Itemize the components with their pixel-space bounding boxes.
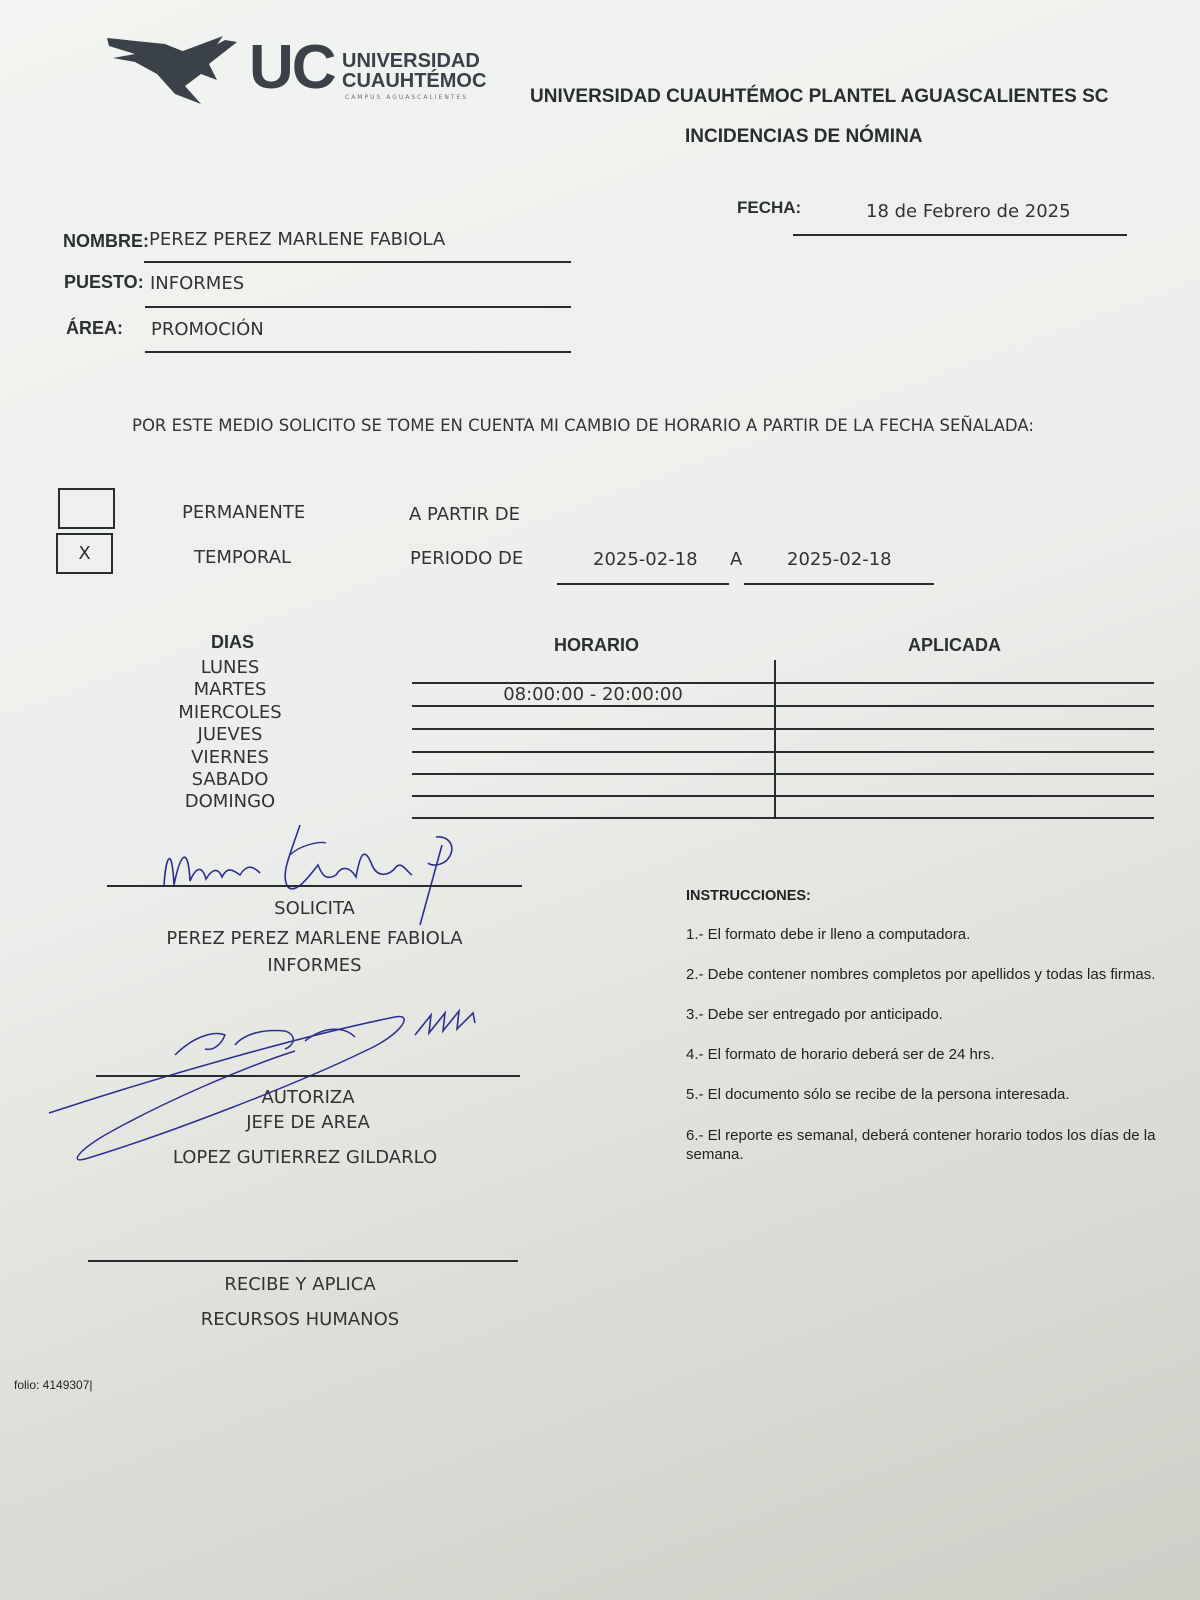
periodo-from-underline: [557, 583, 729, 585]
instruction-item: 1.- El formato debe ir lleno a computadora.: [686, 926, 971, 943]
puesto-underline: [145, 306, 571, 308]
instructions-title: INSTRUCCIONES:: [686, 888, 811, 904]
solicita-position: INFORMES: [267, 955, 362, 976]
solicita-role: SOLICITA: [274, 898, 355, 919]
autoriza-name: LOPEZ GUTIERREZ GILDARLO: [172, 1147, 438, 1168]
day-miercoles: MIERCOLES: [178, 701, 282, 723]
puesto-label: PUESTO:: [64, 272, 144, 292]
day-domingo: DOMINGO: [184, 791, 276, 813]
form-subtitle: INCIDENCIAS DE NÓMINA: [685, 126, 923, 147]
day-jueves: JUEVES: [197, 724, 263, 746]
col-aplicada: APLICADA: [908, 635, 1001, 655]
instruction-item: 3.- Debe ser entregado por anticipado.: [686, 1006, 943, 1023]
grid-rule: [412, 795, 1154, 797]
temporal-checkbox[interactable]: [56, 533, 113, 574]
eagle-logo-icon: [105, 34, 240, 106]
periodo-to-underline: [744, 583, 934, 585]
grid-rule: [412, 751, 1154, 753]
logo-line1: UNIVERSIDAD: [342, 50, 480, 72]
puesto-value: INFORMES: [150, 273, 245, 294]
recibe-line: [88, 1260, 518, 1262]
fecha-value: 18 de Febrero de 2025: [866, 201, 1071, 222]
logo-line2: CUAUHTÉMOC: [342, 70, 487, 92]
fecha-label: FECHA:: [737, 198, 802, 217]
grid-rule: [412, 817, 1154, 819]
grid-divider: [774, 660, 776, 819]
nombre-label: NOMBRE:: [63, 231, 149, 251]
horario-martes: 08:00:00 - 20:00:00: [503, 684, 683, 705]
recibe-position: RECURSOS HUMANOS: [200, 1309, 400, 1330]
day-list: [160, 657, 300, 814]
day-martes: MARTES: [193, 679, 267, 701]
day-lunes: LUNES: [200, 657, 260, 678]
folio: folio: 4149307|: [14, 1378, 93, 1392]
instruction-item: 6.- El reporte es semanal, deberá contener horario todos los días de la semana.: [686, 1127, 1156, 1163]
permanente-checkbox[interactable]: [58, 488, 115, 529]
area-value: PROMOCIÓN: [151, 319, 264, 340]
periodo-label: PERIODO DE: [410, 548, 524, 569]
periodo-to: 2025-02-18: [787, 549, 892, 570]
solicita-name: PEREZ PEREZ MARLENE FABIOLA: [166, 928, 463, 949]
schedule-grid: [412, 660, 1154, 820]
area-underline: [145, 351, 571, 353]
a-partir-label: A PARTIR DE: [409, 504, 521, 525]
logo: [105, 30, 487, 110]
day-sabado: SABADO: [191, 769, 269, 791]
solicita-line: [107, 885, 522, 887]
logo-mark: UC: [249, 33, 335, 102]
recibe-role: RECIBE Y APLICA: [224, 1274, 376, 1295]
grid-rule: [412, 773, 1154, 775]
permanente-label: PERMANENTE: [182, 502, 306, 523]
periodo-from: 2025-02-18: [593, 549, 698, 570]
day-viernes: VIERNES: [191, 746, 269, 768]
instructions: [686, 888, 1186, 1164]
instruction-item: 2.- Debe contener nombres completos por apellidos y todas las firmas.: [686, 966, 1156, 983]
autoriza-role: AUTORIZA: [261, 1087, 355, 1108]
grid-rule: [412, 705, 1154, 707]
col-horario: HORARIO: [554, 635, 639, 655]
nombre-value: PEREZ PEREZ MARLENE FABIOLA: [149, 229, 446, 250]
autoriza-signature: [45, 1005, 495, 1165]
periodo-a-label: A: [730, 549, 743, 570]
instruction-item: 4.- El formato de horario deberá ser de 24 hrs.: [686, 1046, 995, 1063]
autoriza-position: JEFE DE AREA: [246, 1112, 370, 1133]
instruction-item: 5.- El documento sólo se recibe de la persona interesada.: [686, 1086, 1070, 1103]
autoriza-line: [96, 1075, 520, 1077]
fecha-underline: [793, 234, 1127, 236]
col-dias: DIAS: [211, 632, 255, 652]
temporal-mark: X: [78, 543, 91, 564]
request-text: POR ESTE MEDIO SOLICITO SE TOME EN CUENTA MI CAMBIO DE HORARIO A PARTIR DE LA FECHA SEÑALADA:: [132, 416, 1034, 435]
nombre-underline: [144, 261, 571, 263]
form-title: UNIVERSIDAD CUAUHTÉMOC PLANTEL AGUASCALIENTES SC: [530, 86, 1109, 107]
temporal-label: TEMPORAL: [194, 547, 292, 568]
grid-rule: [412, 728, 1154, 730]
logo-line3: CAMPUS AGUASCALIENTES: [345, 94, 469, 101]
area-label: ÁREA:: [66, 318, 123, 338]
